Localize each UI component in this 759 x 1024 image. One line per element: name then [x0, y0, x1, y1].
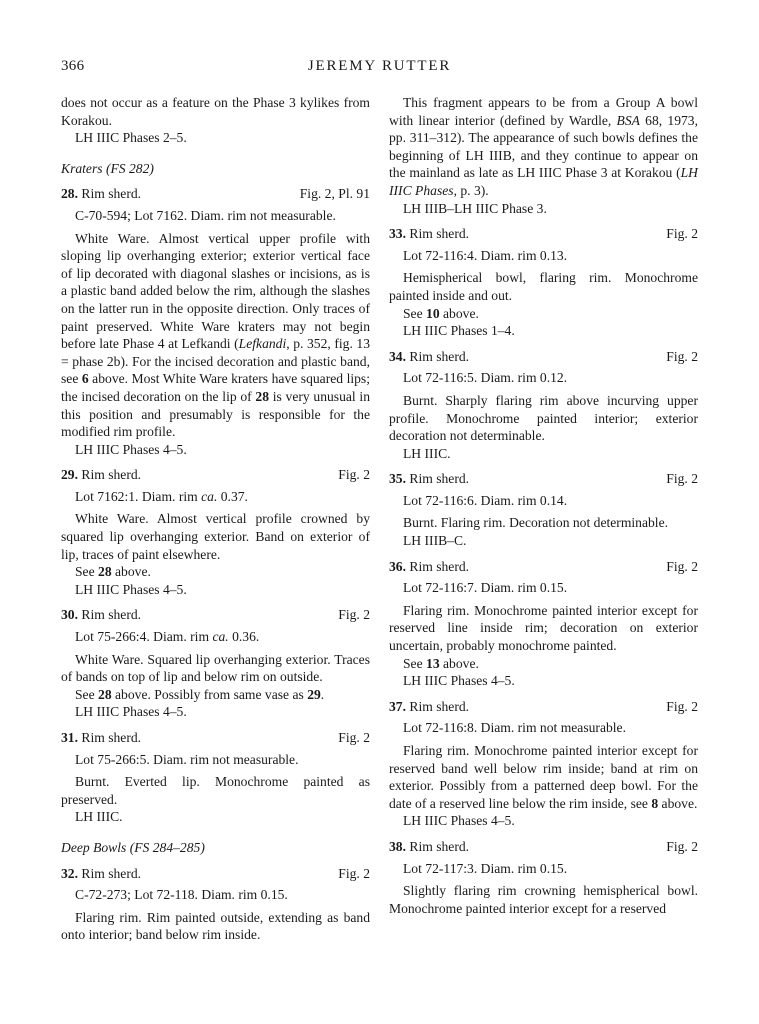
entry-date: LH IIIC Phases 4–5.: [75, 581, 187, 597]
figure-reference: Fig. 2: [338, 467, 370, 483]
entry-number: 33.: [389, 226, 406, 242]
entry-meta: Lot 72-116:7. Diam. rim 0.15.: [403, 580, 568, 596]
entry-see-also: See 10 above.: [403, 305, 479, 321]
carry-over-text: does not occur as a feature on the Phase 3 kylikes from Korakou.: [61, 95, 370, 128]
entry-number: 34.: [389, 348, 406, 364]
section-heading-deep-bowls: Deep Bowls (FS 284–285): [61, 839, 205, 855]
entry-see-also: See 13 above.: [403, 655, 479, 671]
entry-meta: C-72-273; Lot 72-118. Diam. rim 0.15.: [75, 887, 288, 903]
catalogue-entry-32: [61, 865, 370, 944]
entry-description: Burnt. Sharply flaring rim above incurving upper profile. Monochrome painted interior; exterior decoration not determinable.: [389, 392, 698, 444]
entry-meta: Lot 72-116:5. Diam. rim 0.12.: [403, 370, 568, 386]
entry-meta: Lot 75-266:4. Diam. rim ca. 0.36.: [75, 629, 260, 645]
entry-meta: Lot 72-116:8. Diam. rim not measurable.: [403, 720, 626, 736]
entry-description: Hemispherical bowl, flaring rim. Monochrome painted inside and out.: [389, 270, 698, 303]
entry-title: Rim sherd.: [81, 730, 142, 745]
entry-date: LH IIIC.: [75, 809, 123, 825]
entry-description: Flaring rim. Rim painted outside, extending as band onto interior; band below rim inside.: [61, 909, 370, 943]
entry-number: 35.: [389, 471, 406, 487]
entry-number: 38.: [389, 838, 406, 854]
entry-date: LH IIIB–C.: [403, 533, 467, 549]
entry-date: LH IIIC Phases 1–4.: [403, 323, 515, 339]
entry-title: Rim sherd.: [81, 467, 142, 483]
entry-number: 28.: [61, 186, 78, 202]
continued-description: This fragment appears to be from a Group A bowl with linear interior (defined by Wardle, BSA 68, 1973, pp. 311–312). The appearance of such bowls defines the beginning of LH IIIB, and they continue to appear on the mainland as late as LH IIIC Phase 3 at Korakou (LH IIIC Phases, p. 3).: [389, 95, 698, 198]
section-heading-kraters: Kraters (FS 282): [61, 160, 154, 176]
entry-title: Rim sherd.: [409, 558, 470, 574]
entry-title: Rim sherd.: [409, 838, 470, 854]
entry-title: Rim sherd.: [81, 607, 142, 623]
entry-description: Burnt. Flaring rim. Decoration not determinable.: [403, 515, 669, 531]
entry-description: Burnt. Everted lip. Monochrome painted as preserved.: [61, 774, 370, 807]
entry-number: 30.: [61, 607, 78, 623]
entry-title: Rim sherd.: [409, 226, 470, 242]
entry-number: 29.: [61, 467, 78, 483]
entry-see-also: See 28 above. Possibly from same vase as 29.: [75, 686, 325, 702]
entry-meta: Lot 72-116:4. Diam. rim 0.13.: [403, 247, 568, 263]
entry-see-also: See 28 above.: [75, 564, 151, 580]
catalogue-entry-38: [389, 838, 698, 917]
entry-title: Rim sherd.: [409, 698, 470, 714]
catalogue-entry-34: [389, 348, 698, 463]
entry-number: 36.: [389, 558, 406, 574]
entry-meta: Lot 72-117:3. Diam. rim 0.15.: [403, 860, 568, 876]
running-head: JEREMY RUTTER: [307, 58, 452, 74]
entry-description: White Ware. Almost vertical upper profile with sloping lip overhanging exterior; exterior vertical face of lip decorated with diagonal slashes or incisions, as is a plastic band added below the rim, although the slashes on the latter run in the opposite direction. Only traces of paint preserved. White Ware kraters may not begin before late Phase 4 at Lefkandi (Lefkandi, p. 352, fig. 13 = phase 2b). For the incised decoration and plastic band, see 6 above. Most White Ware kraters have squared lips; the incised decoration on the lip of 28 is very unusual in this position and presumably is responsible for the modified rim profile.: [61, 230, 371, 440]
carry-over-date: LH IIIC Phases 2–5.: [75, 130, 187, 146]
entry-description: White Ware. Squared lip overhanging exterior. Traces of bands on top of lip and below rim on outside.: [61, 651, 370, 685]
entry-date: LH IIIC Phases 4–5.: [75, 704, 187, 720]
right-column: [389, 94, 698, 917]
catalogue-entry-36: [389, 558, 698, 690]
figure-reference: Fig. 2: [666, 838, 698, 854]
catalogue-entry-33: [389, 225, 698, 340]
entry-title: Rim sherd.: [81, 186, 142, 202]
entry-date: LH IIIC Phases 4–5.: [403, 813, 515, 829]
entry-number: 37.: [389, 698, 406, 714]
figure-reference: Fig. 2: [666, 348, 698, 364]
figure-reference: Fig. 2, Pl. 91: [299, 186, 370, 202]
figure-reference: Fig. 2: [666, 471, 698, 487]
catalogue-entry-35: [389, 470, 698, 549]
page-number: 366: [61, 58, 85, 74]
catalogue-entry-30: [61, 606, 370, 721]
figure-reference: Fig. 2: [338, 865, 370, 881]
figure-reference: Fig. 2: [666, 226, 698, 242]
figure-reference: Fig. 2: [338, 730, 370, 745]
entry-meta: C-70-594; Lot 7162. Diam. rim not measurable.: [75, 207, 336, 223]
entry-description: Flaring rim. Monochrome painted interior except for reserved line inside rim; decoration on exterior uncertain, probably monochrome painted.: [389, 602, 698, 654]
entry-date: LH IIIC Phases 4–5.: [403, 673, 515, 689]
figure-reference: Fig. 2: [666, 698, 698, 714]
entry-description: Slightly flaring rim crowning hemispherical bowl. Monochrome painted interior except for a reserved: [389, 883, 698, 916]
entry-description: Flaring rim. Monochrome painted interior except for reserved band well below rim inside; band at rim on exterior. Possibly from a patterned deep bowl. For the date of a reserved line below the rim inside, see 8 above.: [389, 743, 698, 811]
entry-meta: Lot 7162:1. Diam. rim ca. 0.37.: [75, 488, 248, 504]
entry-meta: Lot 72-116:6. Diam. rim 0.14.: [403, 492, 568, 508]
catalogue-entry-29: [61, 466, 370, 598]
continued-date: LH IIIB–LH IIIC Phase 3.: [403, 200, 547, 216]
entry-title: Rim sherd.: [81, 865, 142, 881]
figure-reference: Fig. 2: [666, 558, 698, 574]
catalogue-entry-31: [61, 729, 370, 826]
entry-number: 32.: [61, 865, 78, 881]
entry-number: 31.: [61, 730, 78, 745]
entry-meta: Lot 75-266:5. Diam. rim not measurable.: [75, 751, 299, 767]
entry-title: Rim sherd.: [409, 348, 470, 364]
catalogue-entry-28: [61, 185, 370, 458]
left-column: [61, 94, 370, 944]
entry-title: Rim sherd.: [409, 471, 470, 487]
entry-description: White Ware. Almost vertical profile crowned by squared lip overhanging exterior. Band on exterior of lip, traces of paint elsewhere.: [61, 511, 370, 562]
entry-date: LH IIIC.: [403, 445, 451, 461]
catalogue-entry-37: [389, 698, 698, 830]
figure-reference: Fig. 2: [338, 607, 370, 623]
entry-date: LH IIIC Phases 4–5.: [75, 441, 187, 457]
